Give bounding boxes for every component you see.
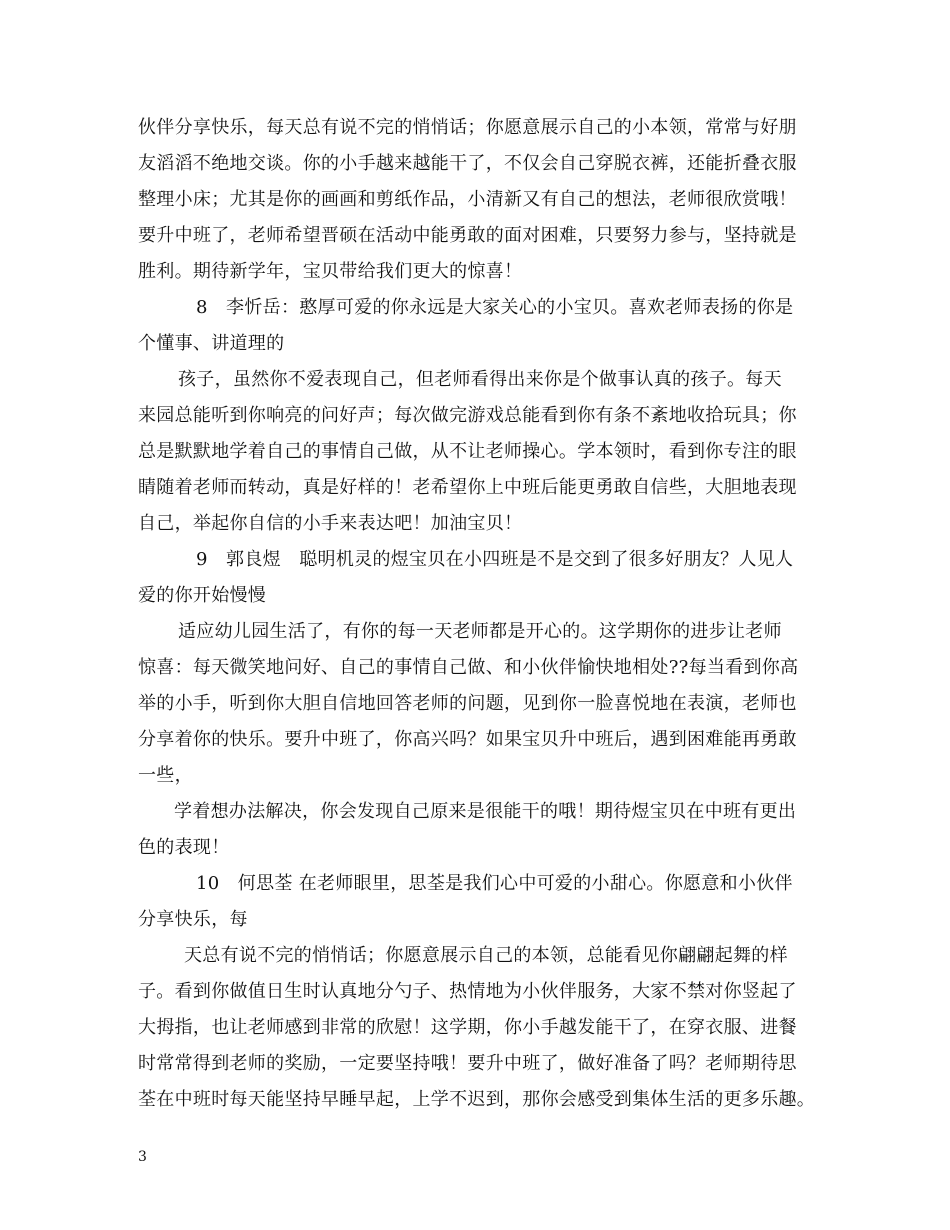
text-line: 举的小手，听到你大胆自信地回答老师的问题，见到你一脸喜悦地在表演，老师也 xyxy=(138,693,797,714)
text-line: 孩子，虽然你不爱表现自己，但老师看得出来你是个做事认真的孩子。每天 xyxy=(178,369,782,390)
page-number: 3 xyxy=(138,1149,147,1165)
text-line: 友滔滔不绝地交谈。你的小手越来越能干了，不仅会自己穿脱衣裤，还能折叠衣服 xyxy=(138,153,797,174)
text-line: 分享快乐，每 xyxy=(138,909,248,930)
text-line: 来园总能听到你响亮的问好声；每次做完游戏总能看到你有条不紊地收拾玩具；你 xyxy=(138,405,797,426)
text-line: 大拇指，也让老师感到非常的欣慰！这学期，你小手越发能干了，在穿衣服、进餐 xyxy=(138,1017,797,1038)
text-line: 学着想办法解决，你会发现自己原来是很能干的哦！期待煜宝贝在中班有更出 xyxy=(174,801,797,822)
text-line: 适应幼儿园生活了，有你的每一天老师都是开心的。这学期你的进步让老师 xyxy=(178,621,782,642)
text-line: 分享着你的快乐。要升中班了，你高兴吗？如果宝贝升中班后，遇到困难能再勇敢 xyxy=(138,729,797,750)
text-line: 时常常得到老师的奖励，一定要坚持哦！要升中班了，做好准备了吗？老师期待思 xyxy=(138,1053,797,1074)
text-line: 一些， xyxy=(138,765,193,786)
text-line: 色的表现！ xyxy=(138,837,230,858)
entry-heading-10: 10 何思荃 在老师眼里，思荃是我们心中可爱的小甜心。你愿意和小伙伴 xyxy=(196,873,793,894)
text-line: 惊喜：每天微笑地问好、自己的事情自己做、和小伙伴愉快地相处??每当看到你高 xyxy=(138,657,799,678)
text-line: 子。看到你做值日生时认真地分勺子、热情地为小伙伴服务，大家不禁对你竖起了 xyxy=(138,981,797,1002)
text-line: 伙伴分享快乐，每天总有说不完的悄悄话；你愿意展示自己的小本领，常常与好朋 xyxy=(138,117,797,138)
text-line: 胜利。期待新学年，宝贝带给我们更大的惊喜！ xyxy=(138,261,523,282)
text-line: 要升中班了，老师希望晋硕在活动中能勇敢的面对困难，只要努力参与，坚持就是 xyxy=(138,225,797,246)
entry-heading-8: 8 李忻岳：憨厚可爱的你永远是大家关心的小宝贝。喜欢老师表扬的你是 xyxy=(196,297,794,318)
text-line: 睛随着老师而转动，真是好样的！老希望你上中班后能更勇敢自信些，大胆地表现 xyxy=(138,477,797,498)
text-line: 自己，举起你自信的小手来表达吧！加油宝贝！ xyxy=(138,513,523,534)
text-line: 整理小床；尤其是你的画画和剪纸作品，小清新又有自己的想法，老师很欣赏哦！ xyxy=(138,189,797,210)
text-line: 个懂事、讲道理的 xyxy=(138,333,285,354)
text-line: 荃在中班时每天能坚持早睡早起，上学不迟到，那你会感受到集体生活的更多乐趣。 xyxy=(138,1089,816,1110)
text-line: 天总有说不完的悄悄话；你愿意展示自己的本领，总能看见你翩翩起舞的样 xyxy=(184,945,788,966)
text-line: 爱的你开始慢慢 xyxy=(138,585,267,606)
entry-heading-9: 9 郭良煜 聪明机灵的煜宝贝在小四班是不是交到了很多好朋友？人见人 xyxy=(196,549,794,570)
text-line: 总是默默地学着自己的事情自己做，从不让老师操心。学本领时，看到你专注的眼 xyxy=(138,441,797,462)
